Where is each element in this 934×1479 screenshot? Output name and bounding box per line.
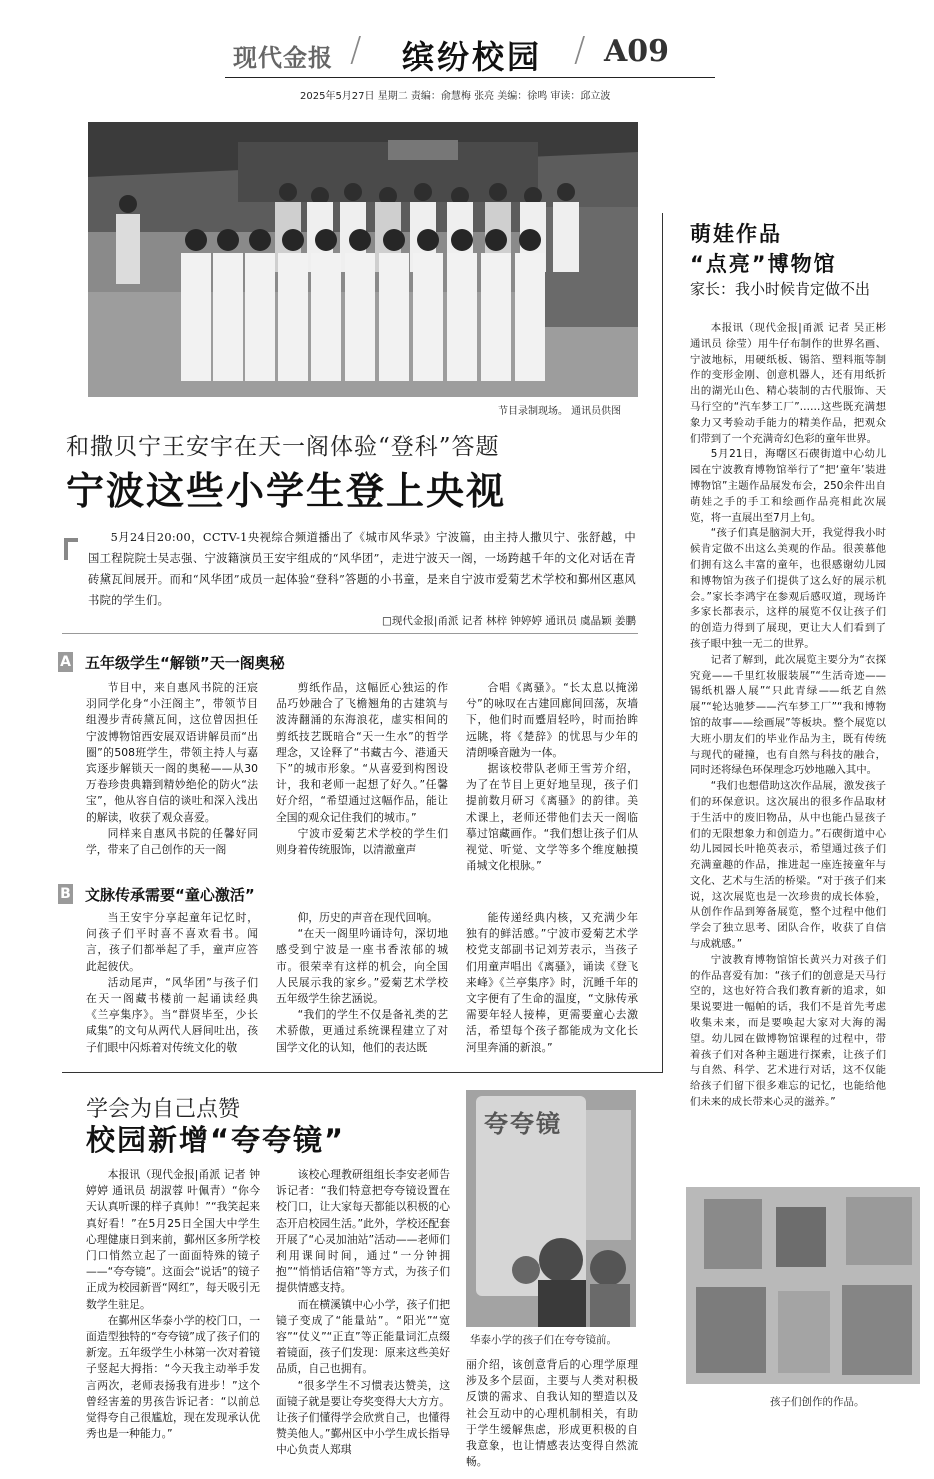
paragraph: 当王安宇分享起童年记忆时，问孩子们平时喜不喜欢看书。闻言，孩子们都举起了手，童声应答此起彼伏。	[86, 911, 258, 973]
paragraph: “我们也想借助这次作品展，激发孩子们的环保意识。这次展出的很多作品取材于生活中的废旧物品，从中也能凸显孩子们的无限想象力和创造力。”石碶街道中心幼儿园园长叶艳英表示，希望通过孩子们充满童趣的作品，推进起一座连接童年与文化、艺术与生活的桥梁。“对于孩子们来说，这次展览也是一次珍贵的成长体验，从创作作品到筹备展览，整个过程中他们学会了独立思考、团队合作，收获了自信与成就感。”	[690, 780, 886, 951]
paragraph: 剪纸作品，这幅匠心独运的作品巧妙融合了飞檐翘角的古建筑与波涛翻涌的东海浪花，虚实相间的剪纸技艺既暗合“天一生水”的哲学理念，又诠释了“书藏古今、港通天下”的城市形象。“从喜爱到构图设计，我和老师一起想了好久。”任馨好介绍，“希望通过这幅作品，能让全国的观众记住我们的城市。”	[276, 681, 448, 824]
section-a-title: 五年级学生“解锁”天一阁奥秘	[85, 654, 285, 672]
masthead-divider-2: /	[574, 30, 586, 70]
mirror-title: 校园新增“夸夸镜”	[86, 1123, 346, 1157]
side-column-rule	[662, 213, 663, 1073]
mirror-col-3	[466, 1357, 638, 1470]
paragraph: 该校心理教研组组长李安老师告诉记者：“我们特意把夸夸镜设置在校门口，让大家每天都能以积极的心态开启校园生活。”此外，学校还配套开展了“心灵加油站”活动——老师们利用课间时间，通过“一分钟拥抱”“悄悄话信箱”等方式，为孩子们提供情感支持。	[276, 1168, 450, 1295]
dateline: 2025年5月27日 星期二 责编：俞慧梅 张亮 美编：徐鸣 审读：邱立波	[300, 91, 611, 102]
side-title-line-2: “点亮”博物馆	[690, 252, 837, 276]
tianyige-group-photo	[88, 122, 638, 397]
section-b-col-3	[466, 910, 638, 1056]
paragraph: “孩子们真是脑洞大开，我觉得我小时候肯定做不出这么美观的作品。很羡慕他们拥有这么丰富的童年，也很感谢幼儿园和博物馆为孩子们提供了这么好的展示机会。”家长李鸿宇在参观后感叹道，现场许多家长都表示，这样的展览不仅让孩子们的创造力得到了展现，更让大人们看到了孩子眼中独一无二的世界。	[690, 527, 886, 650]
section-a-badge: A	[58, 652, 73, 672]
figure-head	[119, 195, 137, 213]
side-body	[690, 321, 886, 1111]
artworks-photo	[686, 1187, 920, 1384]
paragraph: 本报讯（现代金报|甬派 记者 吴正彬 通讯员 徐莹）用牛仔布制作的世界名画、宁波地标，用硬纸板、锡箔、塑料瓶等制作的变形金刚、创意机器人，还有用纸折出的湖光山色、精心装制的古代服饰、天马行空的“汽车梦工厂”……这些既充满想象力又考验动手能力的精美作品，把观众们带到了一个充满奇幻色彩的童年世界。	[690, 322, 886, 445]
paragraph: 在鄞州区华泰小学的校门口，一面造型独特的“夸夸镜”成了孩子们的新宠。五年级学生小林第一次对着镜子竖起大拇指：“今天我主动举手发言两次，老师表扬我有进步！”这个曾经害羞的男孩告诉记者：“以前总觉得夸自己很尴尬，现在发现承认优秀也是一种能力。”	[86, 1313, 260, 1441]
figure-head	[217, 229, 239, 251]
section-b-col-2	[276, 910, 448, 1056]
figure-head	[349, 229, 371, 251]
paragraph: 宁波教育博物馆馆长黄兴力对孩子们的作品喜爱有加：“孩子们的创意是天马行空的，这也好符合我们教育新的追求，如果说要进一幅帕的话，我们不是首先考虑收集未来，而是要唤起大家对大海的渴望。幼儿园在做博物馆课程的过程中，带着孩子们对各种主题进行探索，让孩子们与自然、科学、艺术进行对话，这不仅能给孩子们留下很多难忘的记忆，也能给他们未来的成长带来心灵的滋养。”	[690, 953, 886, 1109]
figure-body	[413, 253, 443, 381]
figure-body	[345, 253, 375, 381]
masthead-rule	[225, 77, 715, 78]
figure-body	[311, 253, 341, 381]
paragraph: 活动尾声，“风华团”与孩子们在天一阁藏书楼前一起诵读经典《兰亭集序》。当“群贤毕至，少长咸集”的文句从两代人唇间吐出，孩子们眼中闪烁着对传统文化的敬	[86, 975, 258, 1054]
figure-head	[185, 229, 207, 251]
figure-body	[379, 253, 409, 381]
paragraph: 5月21日，海曙区石碶街道中心幼儿园在宁波教育博物馆举行了“把‘童年’装进博物馆”主题作品展发布会，250余件出自萌娃之手的手工和绘画作品亮相此次展览，将一直展出至7月上旬。	[690, 448, 886, 524]
section-b-title: 文脉传承需要“童心激活”	[85, 886, 255, 904]
paragraph: 记者了解到，此次展览主要分为“衣探究竟——千里红妆服装展”“生活奇迹——锡纸机器人展”“只此青绿——纸艺自然展”“轮达驰梦——汽车梦工厂”“我和博物馆的故事——绘画展”等板块。整个展览以大班小朋友们的毕业作品为主，既有传统与现代的碰撞，也有自然与科技的融合，同时还将绿色环保理念巧妙地融入其中。	[690, 653, 886, 777]
masthead-divider-1: /	[350, 30, 362, 70]
paragraph: “我们的学生不仅是备礼类的艺术骄傲，更通过系统课程建立了对国学文化的认知，他们的表达既	[276, 1008, 448, 1054]
side-photo	[686, 1187, 920, 1384]
figure-head	[414, 183, 432, 201]
side-subtitle: 家长：我小时候肯定做不出	[690, 280, 871, 298]
figure-head	[383, 229, 405, 251]
section-a-col-3	[466, 680, 638, 874]
figure-head	[485, 229, 507, 251]
story-divider	[62, 1072, 662, 1073]
figure-body	[116, 214, 140, 284]
mirror-photo-caption: 华泰小学的孩子们在夸夸镜前。	[470, 1334, 617, 1346]
mirror-subtitle: 学会为自己点赞	[86, 1097, 241, 1122]
figure-head	[282, 229, 304, 251]
figure-head	[417, 229, 439, 251]
main-subtitle: 和撒贝宁王安宇在天一阁体验“登科”答题	[66, 434, 500, 460]
mirror-photo	[466, 1090, 636, 1327]
figure-body	[213, 253, 243, 381]
paragraph: 仰，历史的声音在现代回响。	[297, 911, 438, 924]
paragraph: 合唱《离骚》。“长太息以掩涕兮”的咏叹在古建回廊间回荡，灰墙下，他们时而蹙眉轻吟，时而抬眸远眺，将《楚辞》的忧思与少年的清朗嗓音融为一体。	[466, 681, 638, 759]
figure-head	[451, 229, 473, 251]
lead-divider	[62, 633, 638, 634]
figure-head	[344, 183, 362, 201]
figure-head	[557, 183, 575, 201]
section-a-col-2	[276, 680, 448, 858]
figure-body	[181, 253, 211, 381]
figure-head	[249, 229, 271, 251]
side-title-line-1: 萌娃作品	[690, 222, 782, 246]
paragraph: 本报讯（现代金报|甬派 记者 钟婷婷 通讯员 胡淑蓉 叶佩青）“你今天认真听课的样子真帅！”“我笑起来真好看！”在5月25日全国大中学生心理健康日到来前，鄞州区多所学校门口悄然立起了一面面特殊的镜子——“夸夸镜”。这面会“说话”的镜子正成为校园新晋“网红”，每天吸引无数学生驻足。	[86, 1168, 260, 1311]
figure-body	[481, 253, 511, 381]
figure-head	[279, 183, 297, 201]
mirror-col-2	[276, 1167, 450, 1459]
paragraph: 丽介绍，该创意背后的心理学原理涉及多个层面，主要与人类对积极反馈的需求、自我认知的塑造以及社会互动中的心理机制相关，有助于学生缓解焦虑，形成更积极的自我意象，也让情感表达变得自然流畅。	[466, 1358, 638, 1469]
paragraph: “在天一阁里吟诵诗句，深切地感受到宁波是一座书香浓郁的城市。很荣幸有这样的机会，向全国人民展示我的家乡。”爱菊艺术学校五年级学生徐艺涵说。	[276, 927, 448, 1006]
main-title: 宁波这些小学生登上央视	[66, 469, 507, 513]
mirror-col-1	[86, 1167, 260, 1442]
figure-body	[553, 202, 579, 272]
column-name: 缤纷校园	[402, 38, 543, 76]
paragraph: 据该校带队老师王雪芳介绍，为了在节目上更好地呈现，孩子们提前数月研习《离骚》的韵律。美术课上，老师还带他们去天一阁临摹过馆藏画作。“我们想让孩子们从视觉、听觉、文学等多个维度触摸甬城文化根脉。”	[466, 762, 638, 873]
section-b-col-1	[86, 910, 258, 1056]
main-photo	[88, 122, 638, 397]
main-byline: □现代金报|甬派 记者 林梓 钟婷婷 通讯员 虞晶颖 姜鹏	[382, 615, 636, 627]
paragraph: 节目中，来自惠风书院的汪宸羽同学化身“小汪阁主”，带领节目组漫步青砖黛瓦间，这位曾因担任宁波博物馆西安展双语讲解员而“出圈”的508班学生，带领主持人与嘉宾逐步解锁天一阁的奥秘——从30万卷珍贵典籍到精妙绝伦的防火“法宝”，他从容自信的谈吐和深入浅出的解读，收获了观众喜爱。	[86, 681, 258, 824]
figure-body	[278, 253, 308, 381]
section-a-col-1	[86, 680, 258, 858]
paragraph: 而在横溪镇中心小学，孩子们把镜子变成了“能量站”。“阳光”“宽容”“仗义”“正直”等正能量词汇点缀着镜面，孩子们发现：原来这些美好品质，自己也拥有。	[276, 1297, 450, 1376]
figure-body	[447, 253, 477, 381]
main-photo-caption: 节目录制现场。 通讯员供图	[498, 406, 622, 417]
page-number: A09	[604, 34, 670, 69]
paragraph: “很多学生不习惯表达赞美，这面镜子就是要让夸奖变得大大方方。让孩子们懂得学会欣赏自己，也懂得赞美他人。”鄞州区中小学生成长指导中心负责人郑琪	[276, 1378, 450, 1457]
mirror-sign-text: 夸夸镜	[484, 1110, 562, 1138]
side-photo-caption: 孩子们创作的作品。	[770, 1396, 865, 1408]
lead-bracket-side	[64, 538, 68, 560]
main-lead: 5月24日20:00，CCTV-1央视综合频道播出了《城市风华录》宁波篇，由主持人撒贝宁、张舒越，中国工程院院士吴志强、宁波籍演员王安宇组成的“风华团”，走进宁波天一阁，一场跨越千年的文化对话在青砖黛瓦间展开。而和“风华团”成员一起体验“登科”答题的小书童，是来自宁波市爱菊艺术学校和鄞州区惠风书院的学生们。	[88, 531, 636, 607]
section-b-badge: B	[58, 884, 73, 904]
figure-body	[245, 253, 275, 381]
figure-head	[315, 229, 337, 251]
figure-head	[489, 183, 507, 201]
paper-name: 现代金报	[233, 43, 333, 72]
paragraph: 能传递经典内核，又充满少年独有的鲜活感。”宁波市爱菊艺术学校党支部副书记刘芳表示，当孩子们用童声唱出《离骚》，诵读《登飞来峰》《兰亭集序》时，沉睡千年的文字便有了生命的温度，“文脉传承需要年轻人接棒，更需要童心去激活，希望每个孩子都能成为文化长河里奔涌的新浪。”	[466, 911, 638, 1054]
paragraph: 宁波市爱菊艺术学校的学生们则身着传统服饰，以清澈童声	[276, 826, 448, 857]
figure-head	[519, 229, 541, 251]
paragraph: 同样来自惠风书院的任馨好同学，带来了自己创作的天一阁	[86, 826, 258, 857]
figure-body	[515, 253, 545, 381]
